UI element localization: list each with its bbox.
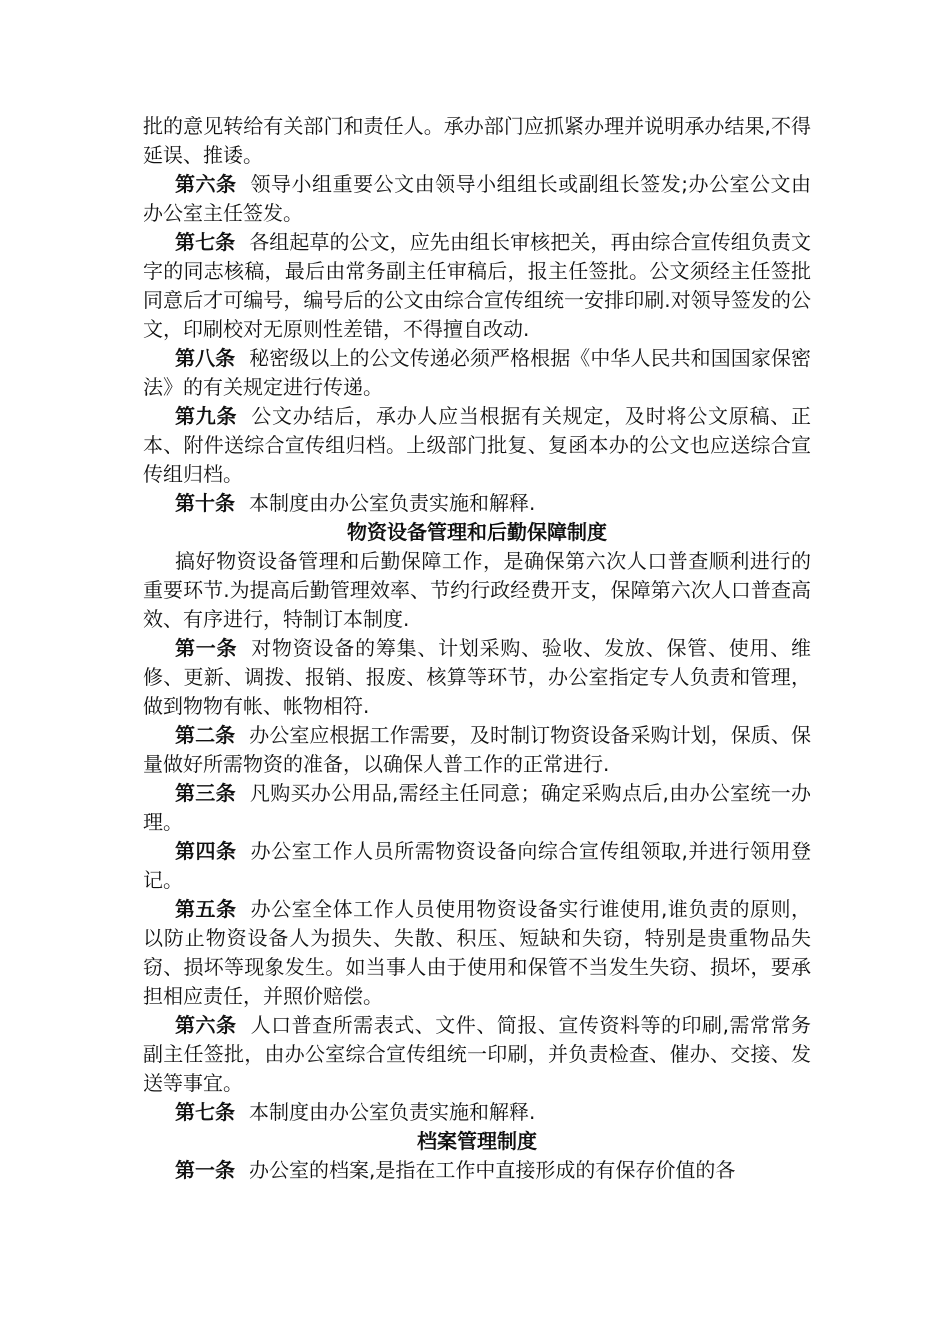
- article-text: 办公室的档案,是指在工作中直接形成的有保存价值的各: [249, 1158, 736, 1182]
- article-text: 办公室全体工作人员使用物资设备实行谁使用,谁负责的原则，以防止物资设备人为损失、失散、积压、短缺和失窃，特别是贵重物品失窃、损坏等现象发生。如当事人由于使用和保管不当发生失窃、损坏，要承担相应责任，并照价赔偿。: [143, 897, 812, 1008]
- article-text: 各组起草的公文，应先由组长审核把关，再由综合宣传组负责文字的同志核稿，最后由常务副主任审稿后，报主任签批。公文须经主任签批同意后才可编号，编号后的公文由综合宣传组统一安排印刷.对领导签发的公文，印刷校对无原则性差错，不得擅自改动.: [143, 230, 812, 341]
- article-text: 本制度由办公室负责实施和解释.: [249, 1100, 536, 1124]
- article-number: 第四条: [175, 839, 237, 863]
- paragraph-text: 搞好物资设备管理和后勤保障工作，是确保第六次人口普查顺利进行的重要环节.为提高后勤管理效率、节约行政经费开支，保障第六次人口普查高效、有序进行，特制订本制度.: [143, 549, 811, 631]
- article-number: 第五条: [175, 897, 237, 921]
- article-paragraph: [143, 634, 811, 721]
- article-paragraph: [143, 837, 811, 895]
- section-heading: 物资设备管理和后勤保障制度: [347, 520, 607, 544]
- article-paragraph: [143, 489, 811, 518]
- article-text: 办公室应根据工作需要，及时制订物资设备采购计划，保质、保量做好所需物资的准备，以确保人普工作的正常进行.: [143, 723, 812, 776]
- article-paragraph: [143, 344, 811, 402]
- article-paragraph: [143, 402, 811, 489]
- article-number: 第三条: [175, 781, 236, 805]
- article-number: 第六条: [175, 172, 237, 196]
- article-paragraph: [143, 228, 811, 344]
- paragraph-continuation: [143, 112, 811, 170]
- paragraph-text: 批的意见转给有关部门和责任人。承办部门应抓紧办理并说明承办结果,不得延误、推诿。: [143, 114, 811, 167]
- article-number: 第九条: [175, 404, 238, 428]
- article-paragraph: [143, 170, 811, 228]
- article-text: 人口普查所需表式、文件、简报、宣传资料等的印刷,需常常务副主任签批，由办公室综合宣传组统一印刷，并负责检查、催办、交接、发送等事宜。: [143, 1013, 812, 1095]
- article-number: 第七条: [175, 230, 236, 254]
- document-page: [143, 112, 811, 1185]
- article-number: 第一条: [175, 636, 238, 660]
- article-paragraph: [143, 779, 811, 837]
- article-text: 对物资设备的筹集、计划采购、验收、发放、保管、使用、维修、更新、调拨、报销、报废、核算等环节，办公室指定专人负责和管理，做到物物有帐、帐物相符.: [143, 636, 812, 718]
- article-text: 公文办结后，承办人应当根据有关规定，及时将公文原稿、正本、附件送综合宣传组归档。上级部门批复、复函本办的公文也应送综合宣传组归档。: [143, 404, 812, 486]
- article-text: 凡购买办公用品,需经主任同意；确定采购点后,由办公室统一办理。: [143, 781, 812, 834]
- section-heading: 档案管理制度: [417, 1129, 537, 1153]
- article-text: 领导小组重要公文由领导小组组长或副组长签发;办公室公文由办公室主任签发。: [143, 172, 811, 225]
- article-paragraph: [143, 1098, 811, 1127]
- article-text: 本制度由办公室负责实施和解释.: [249, 491, 536, 515]
- article-paragraph: [143, 1156, 811, 1185]
- article-paragraph: [143, 895, 811, 1011]
- intro-paragraph: [143, 547, 811, 634]
- article-paragraph: [143, 721, 811, 779]
- article-paragraph: [143, 1011, 811, 1098]
- article-text: 秘密级以上的公文传递必须严格根据《中华人民共和国国家保密法》的有关规定进行传递。: [143, 346, 812, 399]
- article-number: 第二条: [175, 723, 236, 747]
- article-number: 第七条: [175, 1100, 235, 1124]
- article-text: 办公室工作人员所需物资设备向综合宣传组领取,并进行领用登记。: [143, 839, 812, 892]
- article-number: 第十条: [175, 491, 235, 515]
- article-number: 第六条: [175, 1013, 237, 1037]
- article-number: 第一条: [175, 1158, 235, 1182]
- article-number: 第八条: [175, 346, 236, 370]
